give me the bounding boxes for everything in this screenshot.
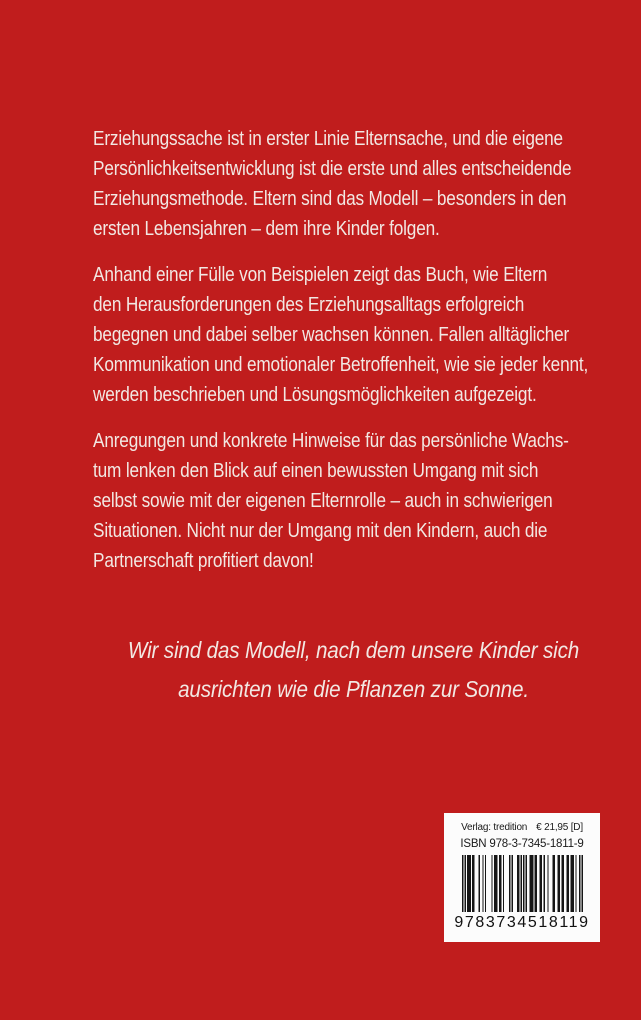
blurb-paragraph-1: Erziehungssache ist in erster Linie Elternsache, und die eigene Persönlichkeitsentwicklung ist die erste und alles entscheidende Erziehungsmethode. Eltern sind das Modell – besonders in den ersten Lebensjahren – dem ihre Kinder folgen. [93, 127, 572, 240]
ean-digits: 9783734518119 [454, 914, 590, 931]
quote-text: Wir sind das Modell, nach dem unsere Kinder sich ausrichten wie die Pflanzen zur Sonne. [127, 637, 580, 702]
blurb-paragraph-3: Anregungen und konkrete Hinweise für das persönliche Wachs- tum lenken den Blick auf einen bewussten Umgang mit sich selbst sowie mit der eigenen Elternrolle – auch in schwierigen Situationen. Nicht nur der Umgang mit den Kindern, auch die Partnerschaft profitiert davon! [93, 429, 569, 572]
price-label: € 21,95 [D] [536, 822, 583, 833]
barcode-label [444, 813, 600, 942]
ean13-barcode [462, 855, 583, 912]
blurb-paragraph-2: Anhand einer Fülle von Beispielen zeigt das Buch, wie Eltern den Herausforderungen des Erziehungsalltags erfolgreich begegnen und dabei selber wachsen können. Fallen alltäglicher Kommunikation und emotionaler Betroffenheit, wie sie jeder kennt, werden beschrieben und Lösungsmöglichkeiten aufgezeigt. [93, 263, 589, 406]
publisher-name: Verlag: tredition [461, 822, 528, 833]
publisher-price-line [461, 822, 583, 833]
blurb-text-block [93, 124, 614, 592]
isbn-number: ISBN 978-3-7345-1811-9 [460, 838, 584, 850]
